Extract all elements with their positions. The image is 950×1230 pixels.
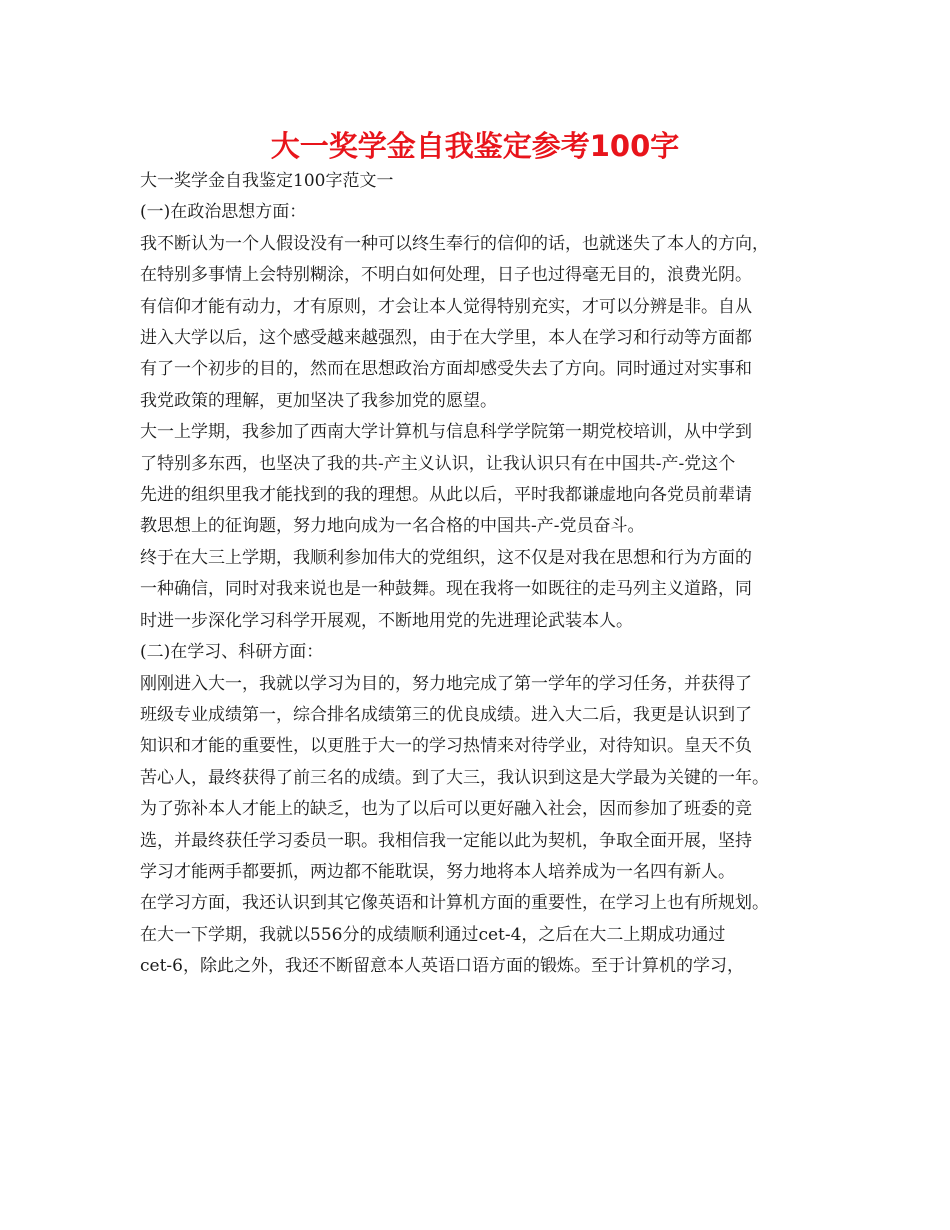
paragraph-line: 刚刚进入大一，我就以学习为目的，努力地完成了第一学年的学习任务，并获得了 (140, 673, 752, 694)
paragraph-line: 知识和才能的重要性，以更胜于大一的学习热情来对待学业，对待知识。皇天不负 (140, 736, 752, 757)
document-title: 大一奖学金自我鉴定参考100字 (270, 129, 680, 163)
paragraph-line: 苦心人，最终获得了前三名的成绩。到了大三，我认识到这是大学最为关键的一年。 (140, 767, 769, 788)
section-heading: (一)在政治思想方面： (140, 202, 307, 223)
paragraph-line: 在大一下学期，我就以556分的成绩顺利通过cet-4，之后在大二上期成功通过 (140, 924, 726, 945)
paragraph-line: 大一上学期，我参加了西南大学计算机与信息科学学院第一期党校培训，从中学到 (140, 422, 752, 443)
paragraph-line: 先进的组织里我才能找到的我的理想。从此以后，平时我都谦虚地向各党员前辈请 (140, 485, 752, 506)
paragraph-line: 终于在大三上学期，我顺利参加伟大的党组织，这不仅是对我在思想和行为方面的 (140, 547, 752, 568)
paragraph-line: 进入大学以后，这个感受越来越强烈，由于在大学里，本人在学习和行动等方面都 (140, 328, 752, 349)
paragraph-line: 为了弥补本人才能上的缺乏，也为了以后可以更好融入社会，因而参加了班委的竞 (140, 799, 752, 820)
paragraph-line: 了特别多东西，也坚决了我的共-产主义认识，让我认识只有在中国共-产-党这个 (140, 453, 736, 474)
paragraph-line: cet-6，除此之外，我还不断留意本人英语口语方面的锻炼。至于计算机的学习， (140, 956, 744, 977)
paragraph-line: 选，并最终获任学习委员一职。我相信我一定能以此为契机，争取全面开展，坚持 (140, 830, 752, 851)
document-body (140, 166, 840, 983)
paragraph-line: 在学习方面，我还认识到其它像英语和计算机方面的重要性，在学习上也有所规划。 (140, 893, 769, 914)
paragraph-line: 一种确信，同时对我来说也是一种鼓舞。现在我将一如既往的走马列主义道路，同 (140, 579, 752, 600)
paragraph-line: 在特别多事情上会特别糊涂，不明白如何处理，日子也过得毫无目的，浪费光阴。 (140, 265, 752, 286)
paragraph-line: 有信仰才能有动力，才有原则，才会让本人觉得特别充实，才可以分辨是非。自从 (140, 296, 752, 317)
paragraph-line: 班级专业成绩第一，综合排名成绩第三的优良成绩。进入大二后，我更是认识到了 (140, 704, 752, 725)
paragraph-line: 我党政策的理解，更加坚决了我参加党的愿望。 (140, 390, 497, 411)
section-heading: (二)在学习、科研方面： (140, 642, 324, 663)
paragraph-line: 有了一个初步的目的，然而在思想政治方面却感受失去了方向。同时通过对实事和 (140, 359, 752, 380)
paragraph-line: 教思想上的征询题，努力地向成为一名合格的中国共-产-党员奋斗。 (140, 516, 645, 537)
subtitle-line: 大一奖学金自我鉴定100字范文一 (140, 171, 394, 191)
paragraph-line: 我不断认为一个人假设没有一种可以终生奉行的信仰的话，也就迷失了本人的方向， (140, 233, 769, 254)
paragraph-line: 学习才能两手都要抓，两边都不能耽误，努力地将本人培养成为一名四有新人。 (140, 861, 735, 882)
paragraph-line: 时进一步深化学习科学开展观，不断地用党的先进理论武装本人。 (140, 610, 633, 631)
